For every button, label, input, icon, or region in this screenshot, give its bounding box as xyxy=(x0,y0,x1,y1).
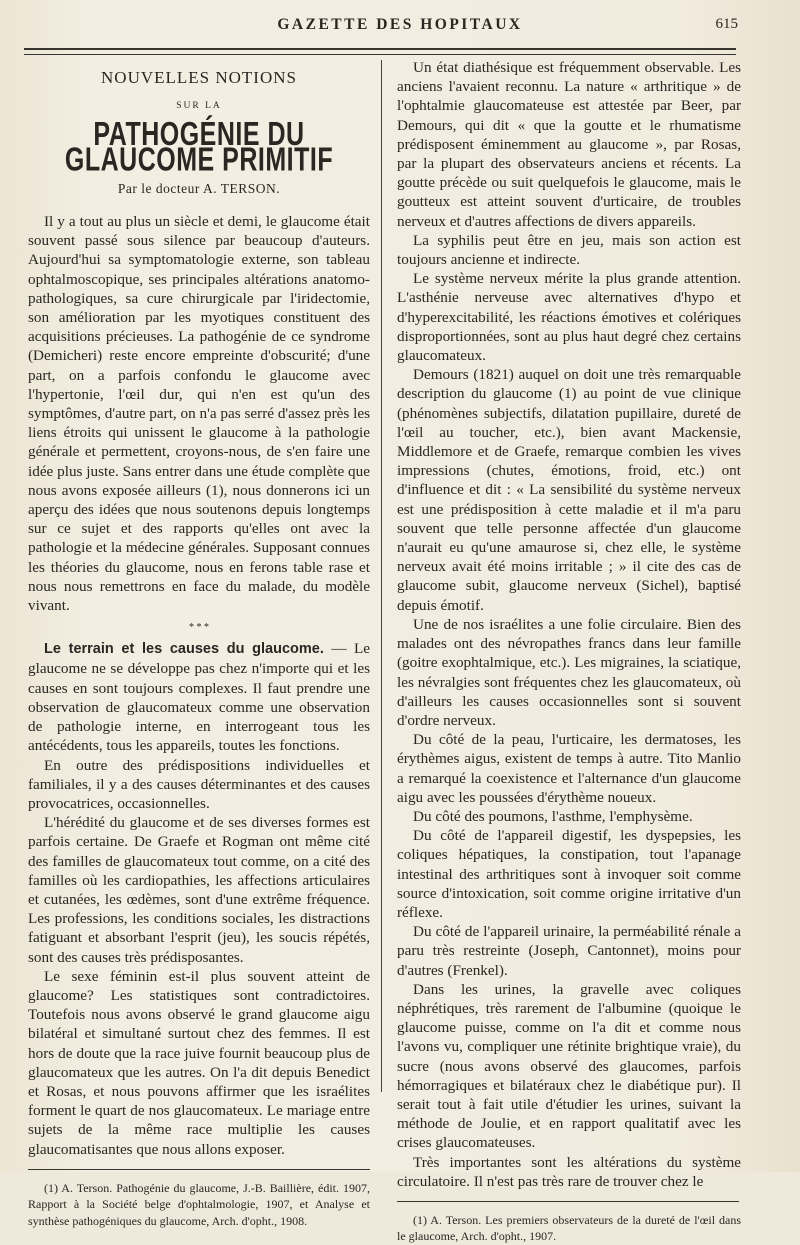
paragraph: La syphilis peut être en jeu, mais son action est toujours ancienne et indirecte. xyxy=(397,231,741,269)
header-rule xyxy=(24,48,736,50)
paragraph xyxy=(28,639,370,755)
article-sur: SUR LA xyxy=(176,101,222,112)
paragraph: Du côté de l'appareil urinaire, la perméabilité rénale a paru très restreinte (Joseph, Cantonnet), moins pour d'autres (Frenkel). xyxy=(397,923,741,979)
paragraph: Il y a tout au plus un siècle et demi, le glaucome était souvent passé sous silence par beaucoup d'auteurs. Aujourd'hui sa symptomatologie externe, son tableau ophtalmoscopique, ses principales altérations anatomo-pathologiques, sa cure chirurgicale par l'iridectomie, son amélioration par les myotiques constituent des acquisitions précieuses. La pathogénie de ce syndrome (Demicheri) reste encore empreinte d'obscurité; d'une part, on a parfois confondu le glaucome avec l'hypertonie, l'œil dur, qui n'en est qu'un des symptômes, d'autre part, on n'a pas serré d'assez près les liens étroits qui unissent le glaucome à la pathologie générale et permettent, croyons-nous, de s'en faire une idée plus juste. Sans entrer dans une étude complète que nous avons exposée ailleurs (1), nous donnerons ici un aperçu des idées que nous soutenons depuis longtemps sur ce sujet et des rapports qu'elles ont avec la pathologie et la médecine générales. Supposant connues les théories du glaucome, nous en ferons table rase et nous nous remettrons en face du malade, du modèle vivant. xyxy=(28,213,370,615)
paragraph: L'hérédité du glaucome et de ses diverses formes est parfois certaine. De Graefe et Rogman ont même cité des familles de glaucomateux tout comme, on a cité des familles où les cardiopathies, les affections articulaires et cutanées, les œdèmes, sont d'une extrême fréquence. Les professions, les conditions sociales, les distractions fatiguant et absorbant l'esprit (jeu), les soucis répétés, sont des causes très prédisposantes. xyxy=(28,814,370,966)
paragraph: En outre des prédispositions individuelles et familiales, il y a des causes déterminantes et des causes provocatrices, occasionnelles. xyxy=(28,756,370,812)
article-title: PATHOGÉNIE DU GLAUCOME PRIMITIF xyxy=(64,115,334,180)
footnote-rule xyxy=(28,1169,370,1170)
paragraph: Un état diathésique est fréquemment observable. Les anciens l'avaient reconnu. La nature « arthritique » de l'ophtalmie glaucomateuse est attestée par Beer, par Demours, qui dit « que la goutte et le rhumatisme prédisposent éminemment au glaucome », par Rosas, par la plupart des observateurs anciens et récents. La goutte précède ou suit quelquefois le glaucome, mais le goutteux est atteint souvent d'urticaire, de troubles nerveux et d'autres affections de divers appareils. xyxy=(397,59,741,230)
paragraph: Du côté de l'appareil digestif, les dyspepsies, les coliques hépatiques, la constipation, tout l'apanage intestinal des arthritiques sont à invoquer soit comme source d'intoxication, soit comme origine irritative d'un réflexe. xyxy=(397,827,741,921)
article-byline: Par le docteur A. TERSON. xyxy=(117,180,281,196)
footnote: (1) A. Terson. Les premiers observateurs de la dureté de l'œil dans le glaucome, Arch. d'opht., 1907. xyxy=(397,1212,741,1244)
article-kicker: NOUVELLES NOTIONS xyxy=(101,68,297,87)
running-head xyxy=(0,14,800,38)
paragraph: Du côté des poumons, l'asthme, l'emphysème. xyxy=(413,807,693,825)
header-rule-thin xyxy=(24,54,736,55)
paragraph-text: — Le glaucome ne se développe pas chez n'importe qui et les causes en sont toujours complexes. Il faut prendre une observation de glaucomateux comme une observation de pathologie interne, en interrogeant tous les antécédents, tous les appareils, toutes les fonctions. xyxy=(28,640,370,755)
journal-title: GAZETTE DES HOPITAUX xyxy=(277,16,523,33)
footnote-rule xyxy=(397,1201,739,1202)
section-separator: * * * xyxy=(189,622,209,634)
column-divider xyxy=(381,60,382,1092)
paragraph: Demours (1821) auquel on doit une très remarquable description du glaucome (1) au point de vue clinique (phénomènes subjectifs, dilatation pupillaire, dureté de l'œil au toucher, etc.), bien avant Mackensie, Middlemore et de Graefe, remarque combien les vives impressions (chutes, émotions, froid, etc.) ont d'influence et dit : « La sensibilité du système nerveux est une prédisposition à cette maladie et il m'a paru souvent que telle personne affectée d'un glaucome n'aurait eu qu'une amaurose si, chez elle, le système nerveux avait été moins irritable ; » il cite des cas de glaucome subit, glaucome nerveux (Sichel), baptisé depuis émotif. xyxy=(397,366,741,614)
paragraph: Très importantes sont les altérations du système circulatoire. Il n'est pas très rare de trouver chez le xyxy=(397,1153,741,1190)
paragraph: Dans les urines, la gravelle avec coliques néphrétiques, très rarement de l'albumine (quoique le glaucome puisse, comme on l'a dit et comme nous l'avons vu, compliquer une rétinite brightique vraie), du sucre (nous avons observé des glaucomes, parfois hémorragiques et bilatéraux chez le diabétique pur). Il serait tout à fait utile d'étudier les urines, suivant la méthode de Joulie, et en rapport qualitatif avec les crises glaucomateuses. xyxy=(397,980,741,1152)
left-column xyxy=(28,58,370,1229)
page-number: 615 xyxy=(715,16,738,32)
right-column xyxy=(397,58,741,1245)
section-heading: Le terrain et les causes du glaucome. xyxy=(44,641,324,658)
paragraph: Du côté de la peau, l'urticaire, les dermatoses, les érythèmes aigus, existent de temps à autre. Tito Manlio a remarqué la coexistence et l'alternance d'un glaucome aigu avec les poussées d'érythème noueux. xyxy=(397,731,741,806)
footnote: (1) A. Terson. Pathogénie du glaucome, J.-B. Baillière, édit. 1907, Rapport à la Société belge d'ophtalmologie, 1907, et Analyse et synthèse pathogéniques du glaucome, Arch. d'opht., 1908. xyxy=(28,1180,370,1228)
paragraph: Le système nerveux mérite la plus grande attention. L'asthénie nerveuse avec alternatives d'hypo et d'hyperexcitabilité, les réactions émotives et colériques disproportionnées, sont au plus haut degré chez certains glaucomateux. xyxy=(397,270,741,365)
paragraph: Le sexe féminin est-il plus souvent atteint de glaucome? Les statistiques sont contradictoires. Toutefois nous avons observé le grand glaucome aigu bilatéral et simultané surtout chez des femmes. Il est hors de doute que la race juive fournit beaucoup plus de glaucomateux que les autres. On l'a dit depuis Benedict et Rosas, et nous pouvons affirmer que les israélites forment le quart de nos glaucomateux. Le mariage entre sujets de la même race multiplie les causes glaucomatisantes que nous allons exposer. xyxy=(28,967,370,1158)
paragraph: Une de nos israélites a une folie circulaire. Bien des malades ont des névropathes francs dans leur famille (goitre exophtalmique, etc.). Les migraines, la sciatique, les névralgies sont fréquentes chez les glaucomateux, où d'ailleurs les causes occasionnelles sont si souvent d'ordre nerveux. xyxy=(397,615,741,729)
